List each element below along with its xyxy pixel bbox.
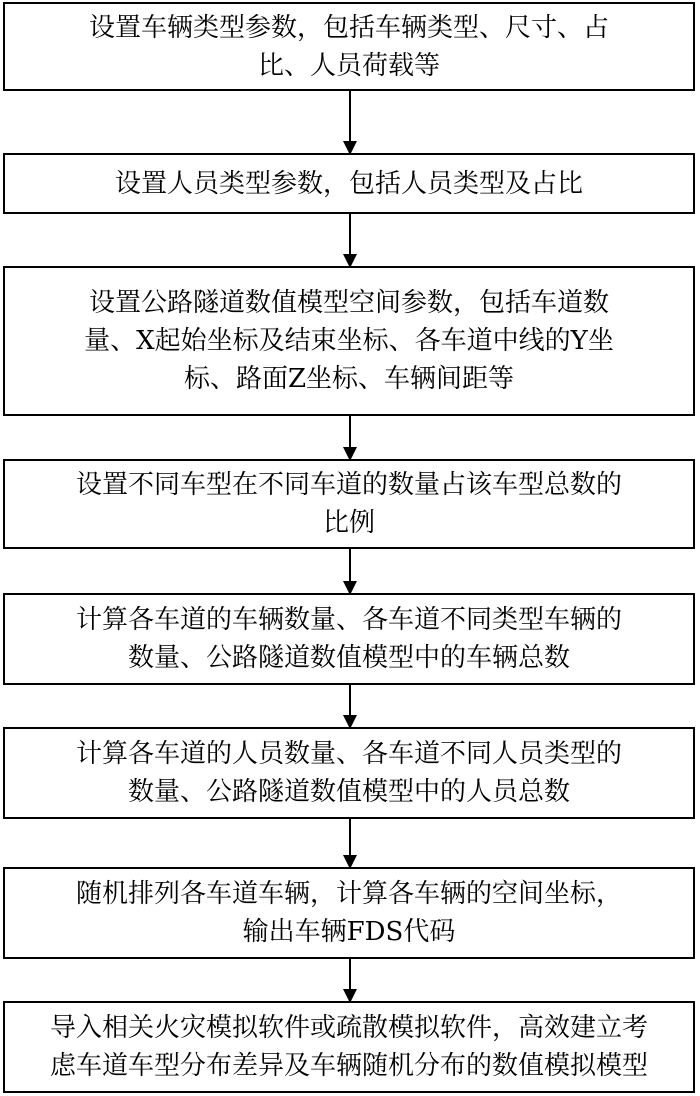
text-line: 设置人员类型参数，包括人员类型及占比 (114, 168, 583, 199)
step-text (49, 466, 649, 542)
step-lane-ratio (3, 459, 695, 549)
text-line: 比、人员荷载等 (257, 50, 440, 81)
step-vehicle-count (3, 593, 695, 685)
text-line: 输出车辆FDS代码 (242, 917, 456, 947)
step-random-arrange (3, 867, 695, 959)
step-text (49, 601, 649, 677)
text-line: 比例 (322, 508, 375, 538)
step-text (49, 875, 649, 951)
text-line: 计算各车道的人员数量、各车道不同人员类型的 (75, 739, 622, 769)
text-line: 量、X起始坐标及结束坐标、各车道中线的Y坐 (84, 326, 614, 356)
step-personnel-params (3, 153, 695, 214)
step-text (19, 1009, 679, 1085)
text-line: 设置不同车型在不同车道的数量占该车型总数的 (75, 470, 622, 500)
step-text (49, 9, 649, 85)
text-line: 设置车辆类型参数，包括车辆类型、尺寸、占 (88, 12, 609, 43)
step-text (49, 284, 649, 398)
step-tunnel-space-params (3, 266, 695, 416)
step-import-model (3, 1001, 695, 1093)
text-line: 计算各车道的车辆数量、各车道不同类型车辆的 (75, 605, 622, 635)
text-line: 数量、公路隧道数值模型中的车辆总数 (127, 643, 570, 673)
text-line: 标、路面Z坐标、车辆间距等 (183, 364, 515, 394)
arrow-down-icon (349, 685, 351, 727)
step-text (49, 735, 649, 811)
text-line: 虑车道车型分布差异及车辆随机分布的数值模拟模型 (49, 1051, 648, 1081)
step-text (49, 165, 649, 203)
arrow-down-icon (349, 819, 351, 867)
step-vehicle-params (3, 2, 695, 91)
text-line: 设置公路隧道数值模型空间参数，包括车道数 (88, 288, 609, 318)
arrow-down-icon (349, 549, 351, 593)
arrow-down-icon (349, 416, 351, 459)
text-line: 随机排列各车道车辆，计算各车辆的空间坐标， (75, 879, 622, 909)
arrow-down-icon (349, 214, 351, 266)
arrow-down-icon (349, 91, 351, 153)
text-line: 导入相关火灾模拟软件或疏散模拟软件，高效建立考 (49, 1013, 648, 1043)
arrow-down-icon (349, 959, 351, 1001)
step-personnel-count (3, 727, 695, 819)
text-line: 数量、公路隧道数值模型中的人员总数 (127, 777, 570, 807)
